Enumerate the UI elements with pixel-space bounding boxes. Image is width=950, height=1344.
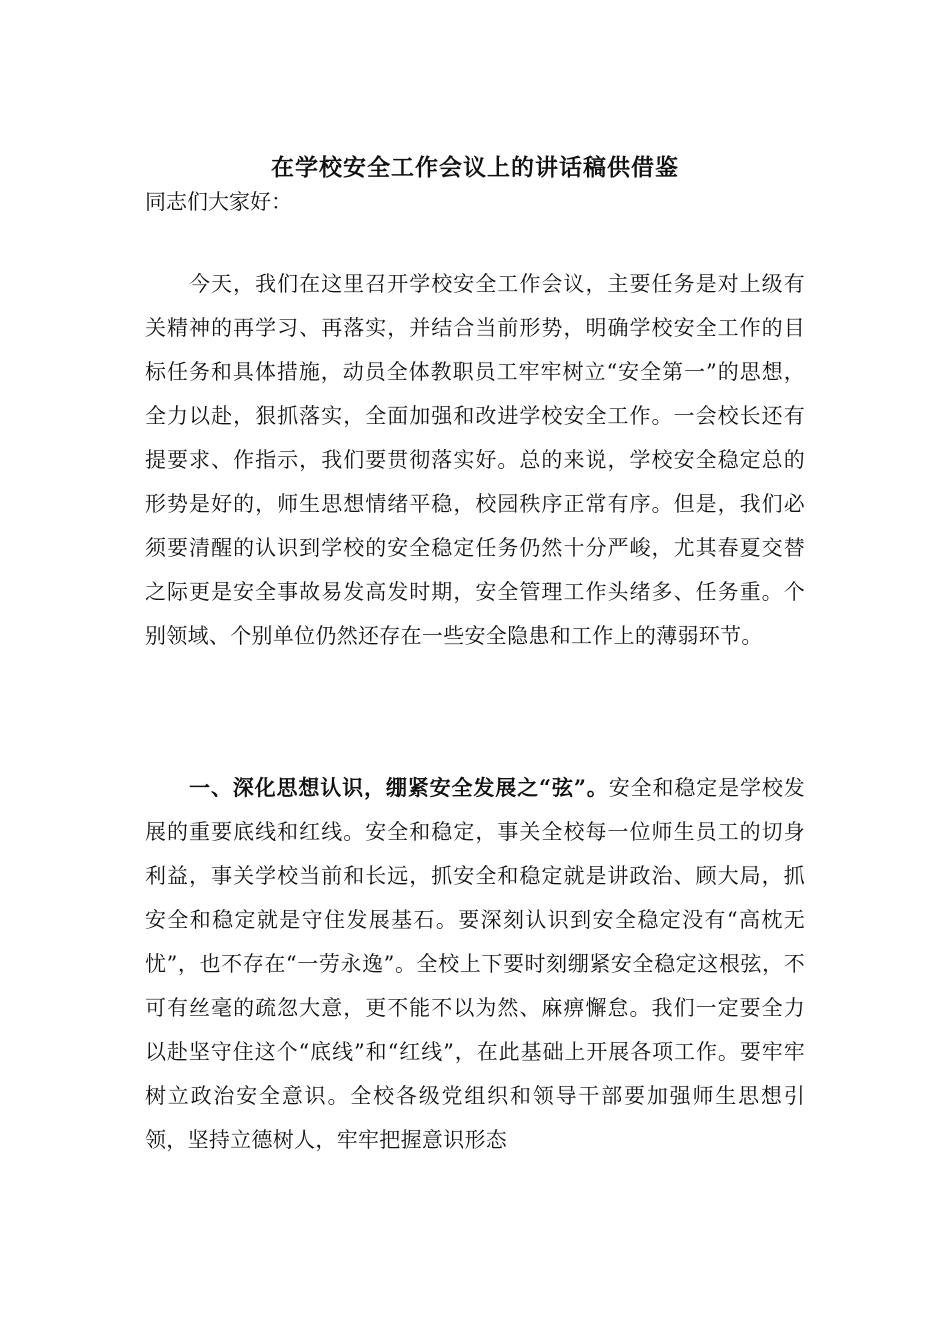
paragraph-section-1 bbox=[145, 766, 805, 1162]
section-1-body: 安全和稳定是学校发展的重要底线和红线。安全和稳定，事关全校每一位师生员工的切身利益，事关学校当前和长远，抓安全和稳定就是讲政治、顾大局，抓安全和稳定就是守住发展基石。要深刻认识到安全稳定没有“高枕无忧”，也不存在“一劳永逸”。全校上下要时刻绷紧安全稳定这根弦，不可有丝毫的疏忽大意，更不能不以为然、麻痹懈怠。我们一定要全力以赴坚守住这个“底线”和“红线”，在此基础上开展各项工作。要牢牢树立政治安全意识。全校各级党组织和领导干部要加强师生思想引领，坚持立德树人，牢牢把握意识形态 bbox=[145, 776, 805, 1152]
document-title: 在学校安全工作会议上的讲话稿供借鉴 bbox=[271, 154, 679, 181]
paragraph-intro: 今天，我们在这里召开学校安全工作会议，主要任务是对上级有关精神的再学习、再落实，并结合当前形势，明确学校安全工作的目标任务和具体措施，动员全体教职员工牢牢树立“安全第一”的思想，全力以赴，狠抓落实，全面加强和改进学校安全工作。一会校长还有提要求、作指示，我们要贯彻落实好。总的来说，学校安全稳定总的形势是好的，师生思想情绪平稳，校园秩序正常有序。但是，我们必须要清醒的认识到学校的安全稳定任务仍然十分严峻，尤其春夏交替之际更是安全事故易发高发时期，安全管理工作头绪多、任务重。个别领域、个别单位仍然还存在一些安全隐患和工作上的薄弱环节。 bbox=[145, 272, 805, 648]
greeting-line: 同志们大家好： bbox=[145, 190, 292, 214]
section-1-heading: 一、深化思想认识，绷紧安全发展之“弦”。 bbox=[189, 775, 609, 800]
